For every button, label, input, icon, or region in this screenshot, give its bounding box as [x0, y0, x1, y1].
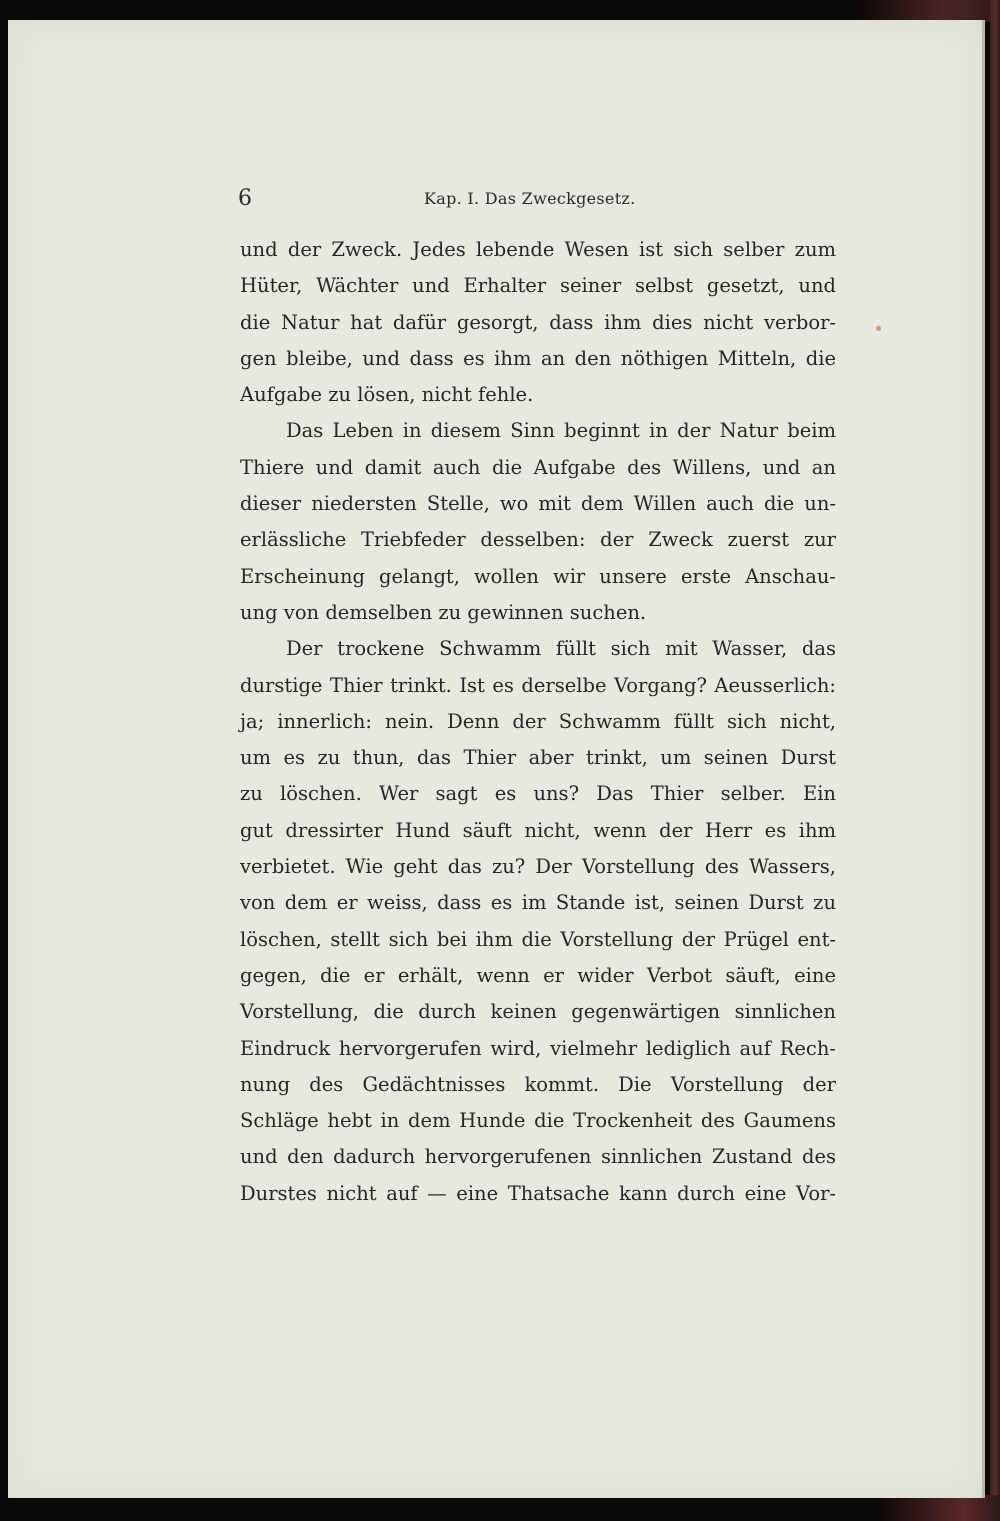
book-bottom-edge — [880, 1495, 1000, 1521]
text-line: und den dadurch hervorgerufenen sinnlichen Zustand des — [240, 1145, 836, 1169]
text-line: dieser niedersten Stelle, wo mit dem Willen auch die un- — [240, 492, 836, 516]
text-line: die Natur hat dafür gesorgt, dass ihm dies nicht verbor- — [240, 310, 836, 334]
text-line: Erscheinung gelangt, wollen wir unsere erste Anschau- — [240, 564, 836, 588]
text-line: gen bleibe, und dass es ihm an den nöthigen Mitteln, die — [240, 346, 836, 370]
text-line: Hüter, Wächter und Erhalter seiner selbst gesetzt, und — [240, 274, 836, 298]
paper-speck — [876, 326, 881, 331]
text-line: ung von demselben zu gewinnen suchen. — [240, 600, 647, 624]
book-top-edge — [860, 0, 1000, 22]
text-line: löschen, stellt sich bei ihm die Vorstellung der Prügel ent- — [240, 927, 836, 951]
body-text — [240, 232, 836, 1212]
text-line: nung des Gedächtnisses kommt. Die Vorstellung der — [240, 1072, 836, 1096]
page-header — [238, 186, 638, 216]
text-line: durstige Thier trinkt. Ist es derselbe Vorgang? Aeusserlich: — [240, 673, 836, 697]
text-line: gegen, die er erhält, wenn er wider Verbot säuft, eine — [240, 963, 836, 987]
text-line: Der trockene Schwamm füllt sich mit Wasser, das — [286, 637, 836, 661]
text-line: Das Leben in diesem Sinn beginnt in der Natur beim — [286, 419, 836, 443]
text-line: verbietet. Wie geht das zu? Der Vorstellung des Wassers, — [240, 855, 836, 879]
book-binding-edge — [990, 0, 1000, 1521]
paragraph-2 — [240, 413, 836, 631]
text-line: Vorstellung, die durch keinen gegenwärtigen sinnlichen — [240, 1000, 836, 1024]
text-line: Durstes nicht auf — eine Thatsache kann durch eine Vor- — [240, 1181, 836, 1205]
text-line: Thiere und damit auch die Aufgabe des Willens, und an — [240, 455, 836, 479]
text-line: und der Zweck. Jedes lebende Wesen ist sich selber zum — [240, 238, 836, 261]
running-head: Kap. I. Das Zweckgesetz. — [424, 189, 636, 208]
text-line: erlässliche Triebfeder desselben: der Zweck zuerst zur — [240, 528, 836, 552]
page-number: 6 — [238, 186, 252, 211]
text-line: ja; innerlich: nein. Denn der Schwamm füllt sich nicht, — [240, 709, 836, 733]
text-line: um es zu thun, das Thier aber trinkt, um seinen Durst — [240, 746, 836, 770]
text-line: gut dressirter Hund säuft nicht, wenn der Herr es ihm — [240, 818, 836, 842]
text-line: von dem er weiss, dass es im Stande ist, seinen Durst zu — [240, 891, 836, 915]
text-line: zu löschen. Wer sagt es uns? Das Thier selber. Ein — [240, 782, 836, 806]
text-line: Aufgabe zu lösen, nicht fehle. — [240, 383, 534, 407]
paragraph-3 — [240, 631, 836, 1212]
text-line: Schläge hebt in dem Hunde die Trockenheit des Gaumens — [240, 1109, 836, 1133]
paragraph-1 — [240, 232, 836, 413]
text-line: Eindruck hervorgerufen wird, vielmehr lediglich auf Rech- — [240, 1036, 836, 1060]
